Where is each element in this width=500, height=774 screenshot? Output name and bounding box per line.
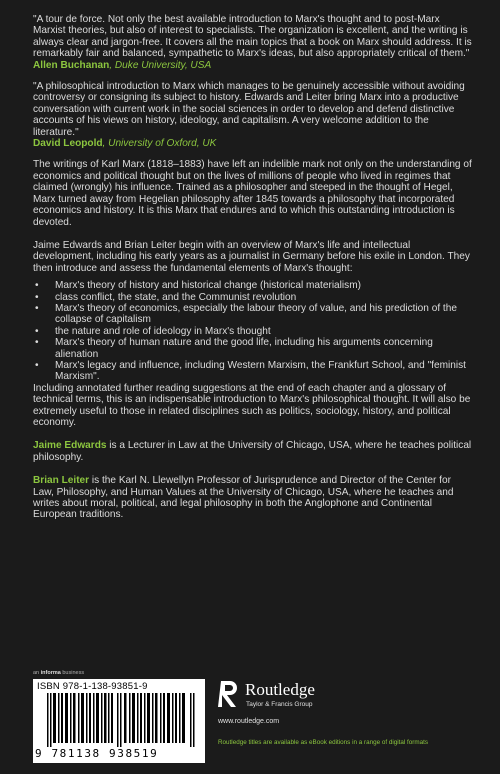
list-item: • Marx's theory of human nature and the good life, including his arguments concerning alienation: [35, 337, 433, 360]
cover-footer: [33, 670, 473, 770]
quote-attribution: Allen Buchanan, Duke University, USA: [33, 59, 212, 71]
description-paragraph-3: Including annotated further reading suggestions at the end of each chapter and a glossary of technical terms, this is an indispensable introduction to Marx's philosophical thought. It will also be extremely useful to those in related disciplines such as politics, sociology, history, and political economy.: [33, 382, 471, 428]
list-item: • Marx's legacy and influence, including Western Marxism, the Frankfurt School, and "feminist Marxism".: [35, 359, 466, 383]
ebook-note: Routledge titles are available as eBook editions in a range of digital formats: [218, 739, 429, 746]
quote-text: "A philosophical introduction to Marx which manages to be genuinely accessible without avoiding controversy or consigning its subject to history. Edwards and Leiter bring Marx into a productive conversation with current work in the social sciences in order to develop and defend distinctive accounts of his views on history, ideology, and capitalism. A very welcome addition to the literature.": [33, 81, 465, 138]
bullet-icon: •: [35, 359, 39, 371]
author-bio-2: [33, 475, 473, 521]
author-name: Brian Leiter: [33, 475, 90, 487]
endorser-name: Allen Buchanan: [33, 59, 110, 71]
author-name: Jaime Edwards: [33, 440, 107, 452]
list-item: • Marx's theory of economics, especially the labour theory of value, and his prediction of the collapse of capitalism: [35, 302, 457, 326]
endorser-institution: University of Oxford, UK: [108, 138, 217, 150]
list-item: • the nature and role of ideology in Marx's thought: [35, 325, 271, 337]
publisher-group: Taylor & Francis Group: [246, 701, 313, 708]
bullet-icon: •: [35, 280, 39, 292]
description-paragraph-2: Jaime Edwards and Brian Leiter begin with an overview of Marx's life and intellectual development, including his early years as a journalist in Germany before his exile in London. They then introduce and assess the fundamental elements of Marx's thought:: [33, 239, 470, 274]
barcode-icon: [47, 693, 197, 747]
isbn-text: ISBN 978-1-138-93851-9: [37, 681, 148, 692]
list-item: • class conflict, the state, and the Communist revolution: [35, 291, 297, 303]
endorser-institution: Duke University, USA: [114, 59, 212, 71]
author-bio-text: is the Karl N. Llewellyn Professor of Jurisprudence and Director of the Center for Law, Philosophy, and Human Values at the University of Chicago, USA, where he teaches and writes about moral, political, and legal philosophy in both the Anglophone and Continental European traditions.: [33, 475, 454, 521]
author-bio-1: [33, 440, 473, 463]
bullet-icon: •: [35, 291, 39, 303]
publisher-url: www.routledge.com: [218, 718, 280, 725]
barcode-number: 9 781138 938519: [35, 747, 159, 760]
bullet-icon: •: [35, 325, 39, 337]
routledge-logo-icon: [218, 679, 240, 709]
endorsement-quote-2: [33, 81, 473, 149]
quote-text: "A tour de force. Not only the best available introduction to Marx's thought and to post-Marx Marxist theories, but also of interest to specialists. The organization is excellent, and the writing is always clear and jargon-free. It covers all the main topics that a book on Marx should address. It is remarkably fair and balanced, sympathetic to Marx's ideas, but also appropriately critical of them.": [33, 14, 472, 60]
list-item: • Marx's theory of history and historical change (historical materialism): [35, 280, 361, 292]
isbn-barcode: [33, 679, 205, 763]
quote-attribution: David Leopold, University of Oxford, UK: [33, 138, 217, 150]
informa-business-label: an informa business: [33, 670, 85, 676]
topics-list: [33, 280, 473, 383]
publisher-name: Routledge: [245, 680, 315, 699]
back-cover-text: [33, 14, 473, 521]
description-paragraph-1: The writings of Karl Marx (1818–1883) have left an indelible mark not only on the understanding of economics and political thought but on the lives of millions of people who lived in regimes that claimed (wrongly) his influence. Trained as a philosopher and steeped in the thought of Hegel, Marx turned away from Hegelian philosophy after 1845 towards a philosophy that incorporated economics and history. It is this Marx that endures and to which this outstanding introduction is devoted.: [33, 159, 472, 228]
endorsement-quote-1: [33, 14, 473, 71]
endorser-name: David Leopold: [33, 138, 103, 150]
bullet-icon: •: [35, 337, 39, 349]
bullet-icon: •: [35, 302, 39, 314]
author-bio-text: is a Lecturer in Law at the University of Chicago, USA, where he teaches political philosophy.: [33, 440, 472, 463]
